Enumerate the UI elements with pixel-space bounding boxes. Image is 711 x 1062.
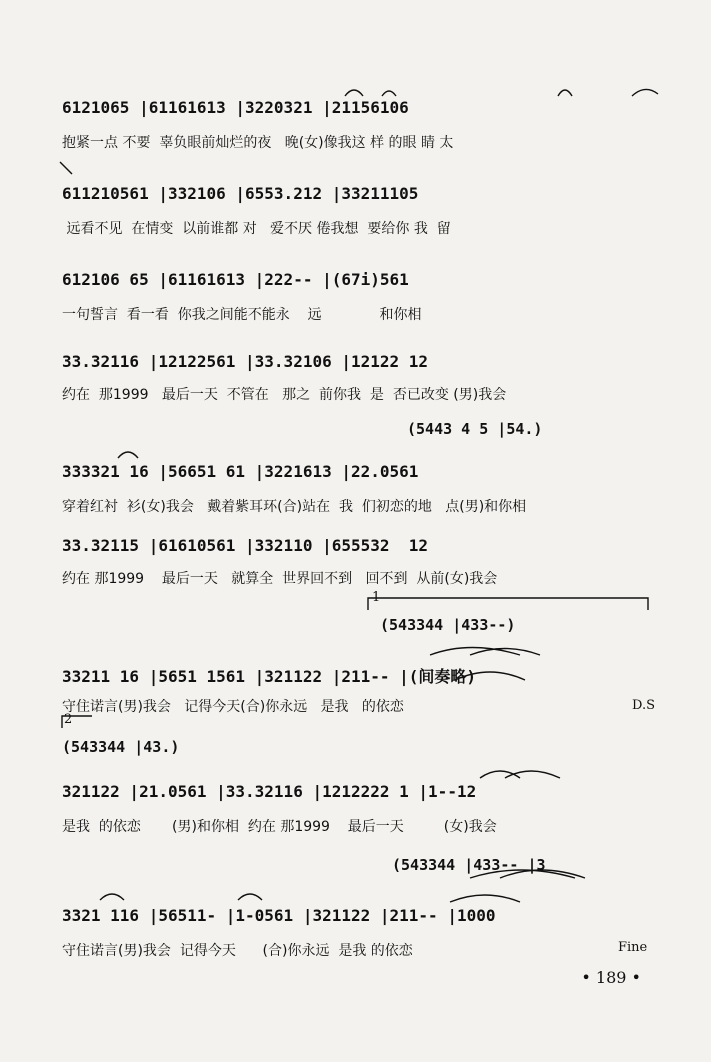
notation-line: 612106 65 |61161613 |222-- |(67i)561	[62, 270, 409, 289]
volta-1-marker: 1	[372, 590, 381, 605]
slur-arc	[60, 162, 72, 174]
lyrics-line: 抱紧一点 不要 辜负眼前灿烂的夜 晚(女)像我这 样 的眼 睛 太	[62, 135, 454, 151]
lyrics-line: 一句誓言 看一看 你我之间能不能永 远 和你相	[62, 307, 422, 323]
slur-arc	[238, 894, 262, 900]
slur-arc	[505, 771, 560, 778]
lyrics-line: 约在 那1999 最后一天 不管在 那之 前你我 是 否已改变 (男)我会	[62, 387, 507, 403]
instrumental-intro: (543344 |433-- |3	[392, 856, 546, 874]
lyrics-line: 是我 的依恋 (男)和你相 约在 那1999 最后一天 (女)我会	[62, 819, 497, 835]
slur-arc	[480, 771, 520, 778]
notation-line: 333321 16 |56651 61 |3221613 |22.0561	[62, 462, 419, 481]
notation-line: 33211 16 |5651 1561 |321122 |211-- |(间奏略)	[62, 667, 477, 686]
ds-mark: D.S	[632, 698, 655, 713]
notation-line: 3321 116 |56511- |1-0561 |321122 |211-- |1000	[62, 906, 496, 925]
lyrics-line: 守住诺言(男)我会 记得今天(合)你永远 是我 的依恋	[62, 699, 404, 715]
slur-arc	[632, 89, 658, 96]
slur-arc	[470, 649, 540, 656]
instrumental-intro: (543344 |43.)	[62, 738, 180, 756]
instrumental-intro: (5443 4 5 |54.)	[407, 420, 543, 438]
notation-line: 321122 |21.0561 |33.32116 |1212222 1 |1--12	[62, 782, 477, 801]
notation-line: 33.32116 |12122561 |33.32106 |12122 12	[62, 352, 429, 371]
volta-2-marker: 2	[64, 712, 73, 727]
slur-arc	[430, 648, 520, 656]
volta-1-bracket	[368, 598, 648, 610]
slur-arc	[118, 452, 138, 458]
lyrics-line: 守住诺言(男)我会 记得今天 (合)你永远 是我 的依恋	[62, 943, 413, 959]
slur-arc	[345, 90, 363, 96]
slur-arc	[450, 895, 520, 902]
slur-arc	[558, 90, 572, 96]
instrumental-intro: (543344 |433--)	[380, 616, 516, 634]
page-number: • 189 •	[581, 968, 641, 987]
notation-line: 6121065 |61161613 |3220321 |21156106	[62, 98, 409, 117]
lyrics-line: 约在 那1999 最后一天 就算全 世界回不到 回不到 从前(女)我会	[62, 571, 498, 587]
slur-arc	[100, 894, 124, 900]
fine-mark: Fine	[618, 940, 648, 955]
notation-line: 33.32115 |61610561 |332110 |655532 12	[62, 536, 429, 555]
lyrics-line: 穿着红衬 衫(女)我会 戴着紫耳环(合)站在 我 们初恋的地 点(男)和你相	[62, 499, 527, 515]
lyrics-line: 远看不见 在情变 以前谁都 对 爱不厌 倦我想 要给你 我 留	[62, 221, 451, 237]
slur-arc	[382, 91, 396, 96]
notation-line: 611210561 |332106 |6553.212 |33211105	[62, 184, 419, 203]
